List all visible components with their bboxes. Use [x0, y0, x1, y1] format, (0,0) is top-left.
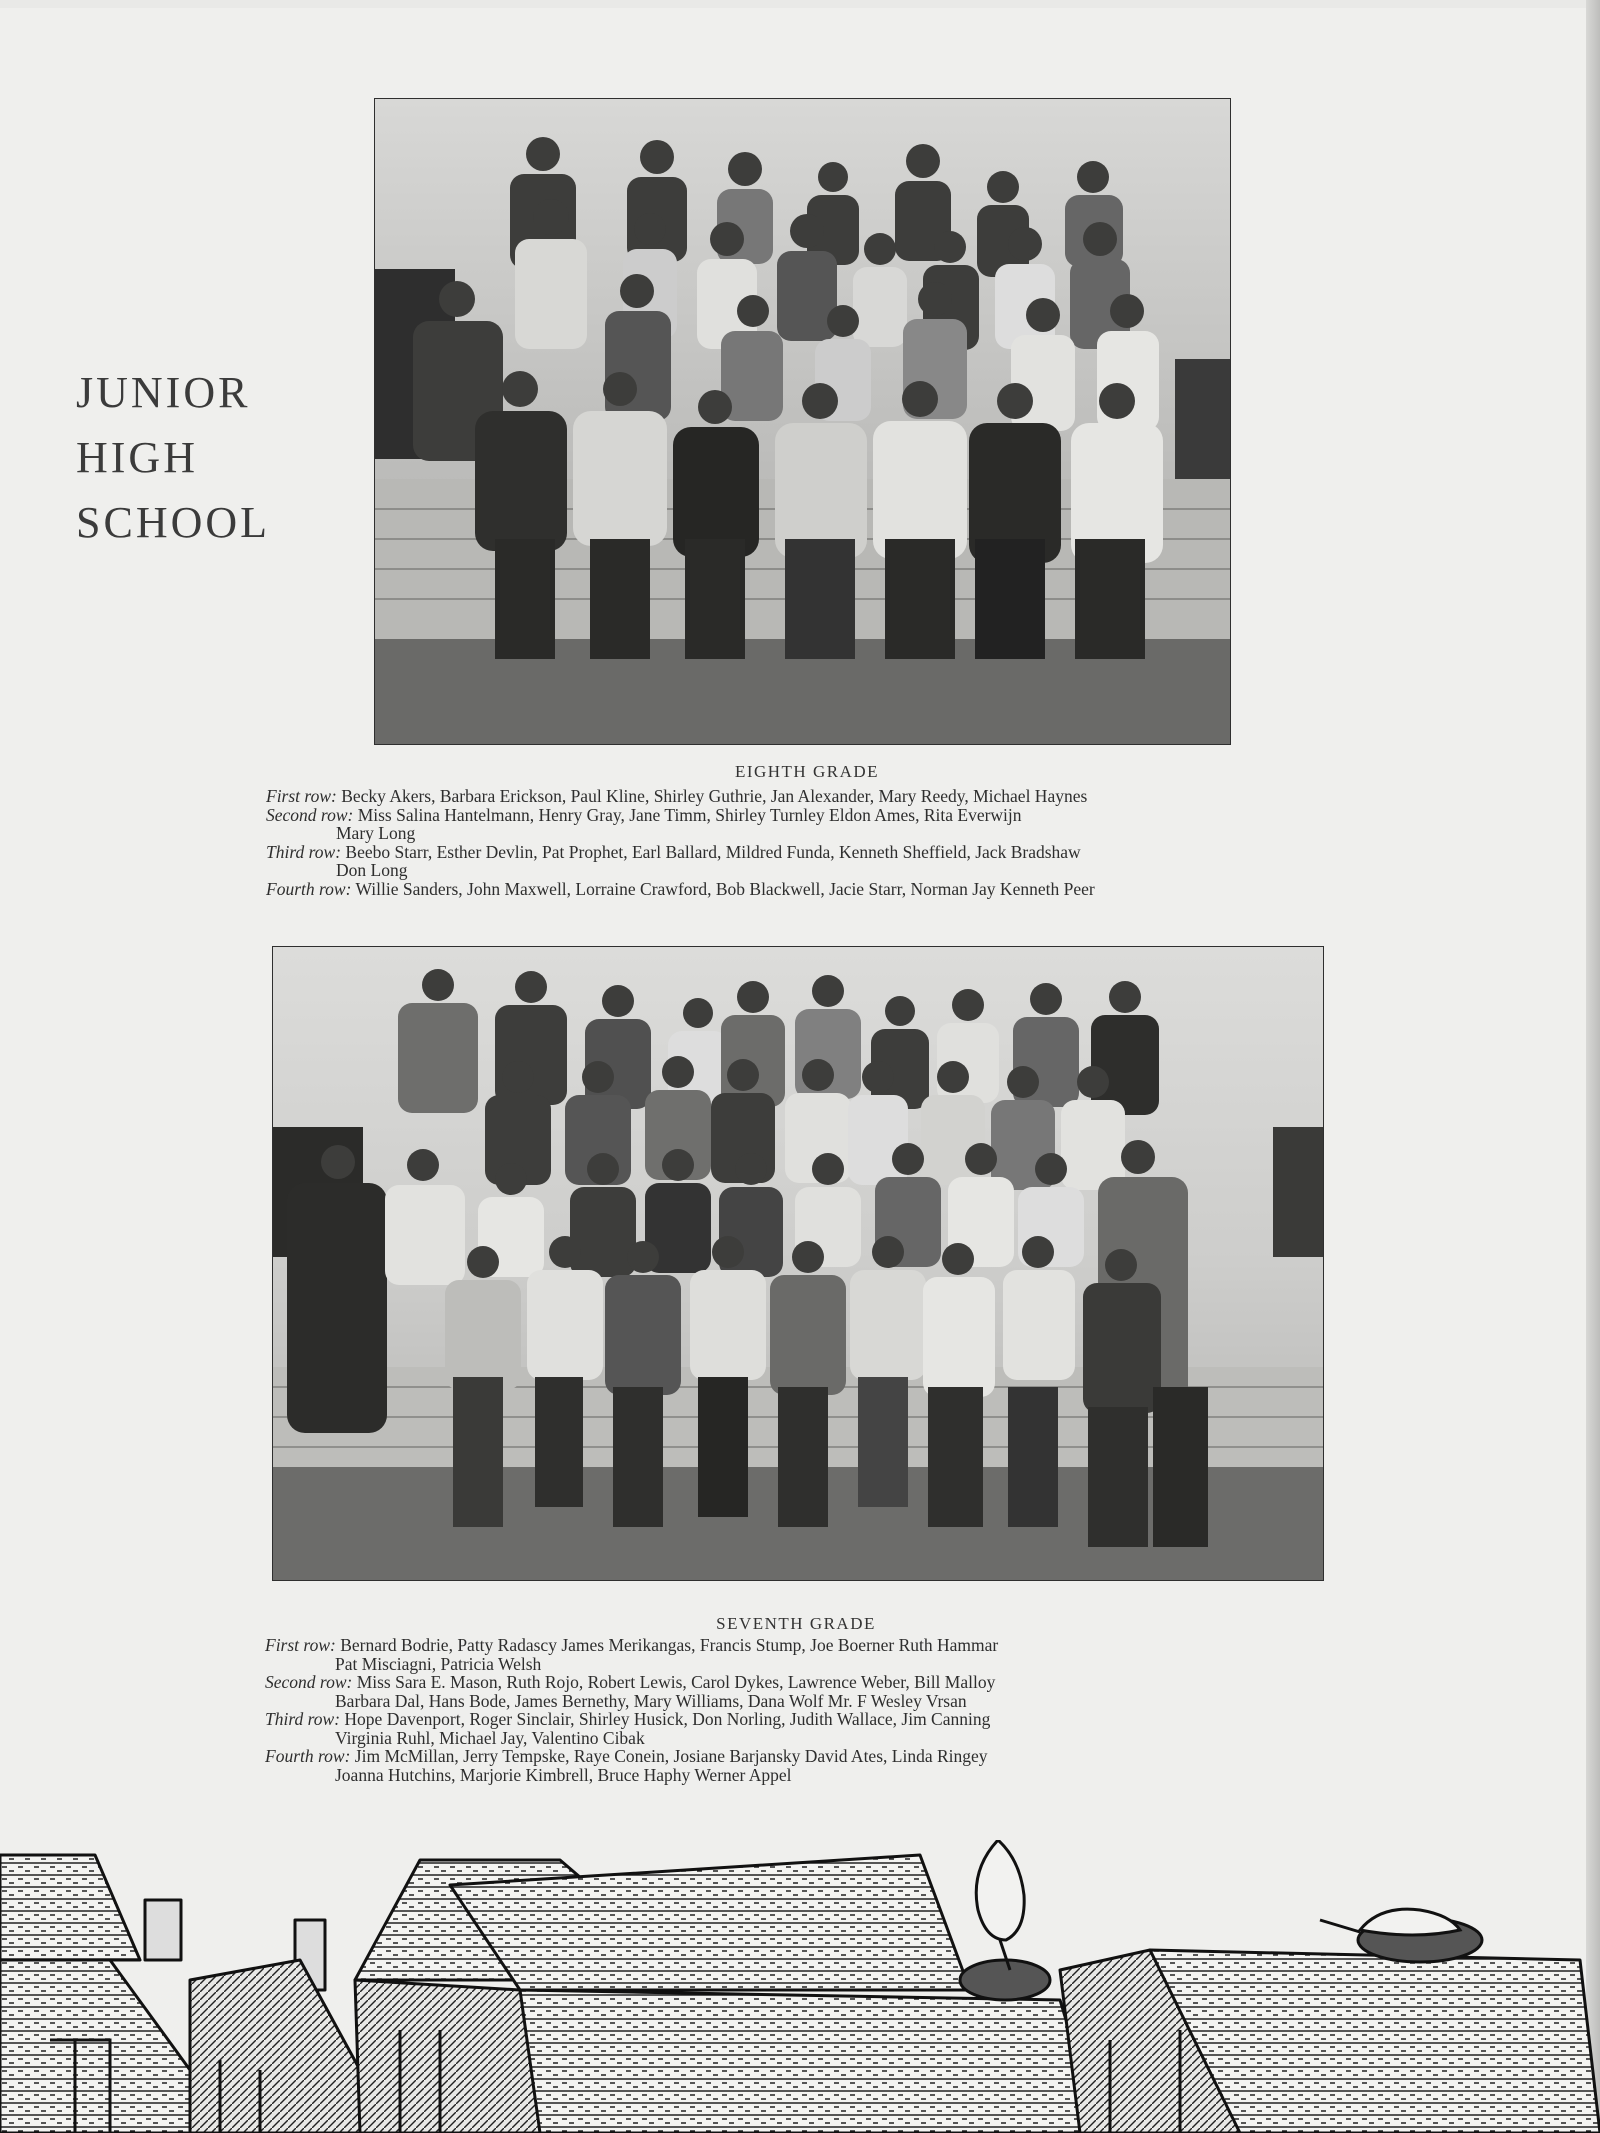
- seventh-grade-photo-image: [273, 947, 1323, 1580]
- seventh-grade-caption: [265, 1636, 1327, 1784]
- rooftops-drawing: [0, 1840, 1600, 2133]
- eighth-grade-caption: [266, 787, 1348, 898]
- section-title-line-1: JUNIOR: [76, 368, 251, 417]
- seventh-first-row: First row: Bernard Bodrie, Patty Radascy James Merikangas, Francis Stump, Joe Boerner Ruth Hammar Pat Misciagni, Patricia Welsh: [265, 1635, 999, 1674]
- page-edge: [1586, 0, 1600, 2133]
- eighth-fourth-row: Fourth row: Willie Sanders, John Maxwell, Lorraine Crawford, Bob Blackwell, Jacie Starr, Norman Jay Kenneth Peer: [266, 878, 1095, 899]
- seventh-second-row: Second row: Miss Sara E. Mason, Ruth Rojo, Robert Lewis, Carol Dykes, Lawrence Weber, Bill Malloy Barbara Dal, Hans Bode, James Bernethy, Mary Williams, Dana Wolf Mr. F Wesley Vrsan: [265, 1672, 996, 1711]
- seventh-grade-photo: [272, 946, 1324, 1581]
- seventh-third-row: Third row: Hope Davenport, Roger Sinclair, Shirley Husick, Don Norling, Judith Wallace, Jim Canning Virginia Ruhl, Michael Jay, Valentino Cibak: [265, 1709, 991, 1748]
- eighth-grade-title: EIGHTH GRADE: [734, 762, 880, 781]
- eighth-grade-photo: [374, 98, 1231, 745]
- seventh-grade-title: SEVENTH GRADE: [716, 1614, 876, 1633]
- eighth-grade-photo-image: [375, 99, 1230, 744]
- eighth-first-row: First row: Becky Akers, Barbara Erickson, Paul Kline, Shirley Guthrie, Jan Alexander, Mary Reedy, Michael Haynes: [266, 786, 1088, 806]
- section-title-line-2: HIGH: [76, 433, 198, 482]
- rooftops-illustration: [0, 1840, 1600, 2133]
- eighth-second-row: Second row: Miss Salina Hantelmann, Henry Gray, Jane Timm, Shirley Turnley Eldon Ames, Rita Everwijn Mary Long: [266, 804, 1022, 843]
- seventh-fourth-row: Fourth row: Jim McMillan, Jerry Tempske, Raye Conein, Josiane Barjansky David Ates, Linda Ringey Joanna Hutchins, Marjorie Kimbrell, Bruce Haphy Werner Appel: [265, 1746, 988, 1785]
- eighth-third-row: Third row: Beebo Starr, Esther Devlin, Pat Prophet, Earl Ballard, Mildred Funda, Kenneth Sheffield, Jack Bradshaw Don Long: [266, 841, 1081, 880]
- section-title: [76, 360, 270, 555]
- section-title-line-3: SCHOOL: [76, 498, 271, 547]
